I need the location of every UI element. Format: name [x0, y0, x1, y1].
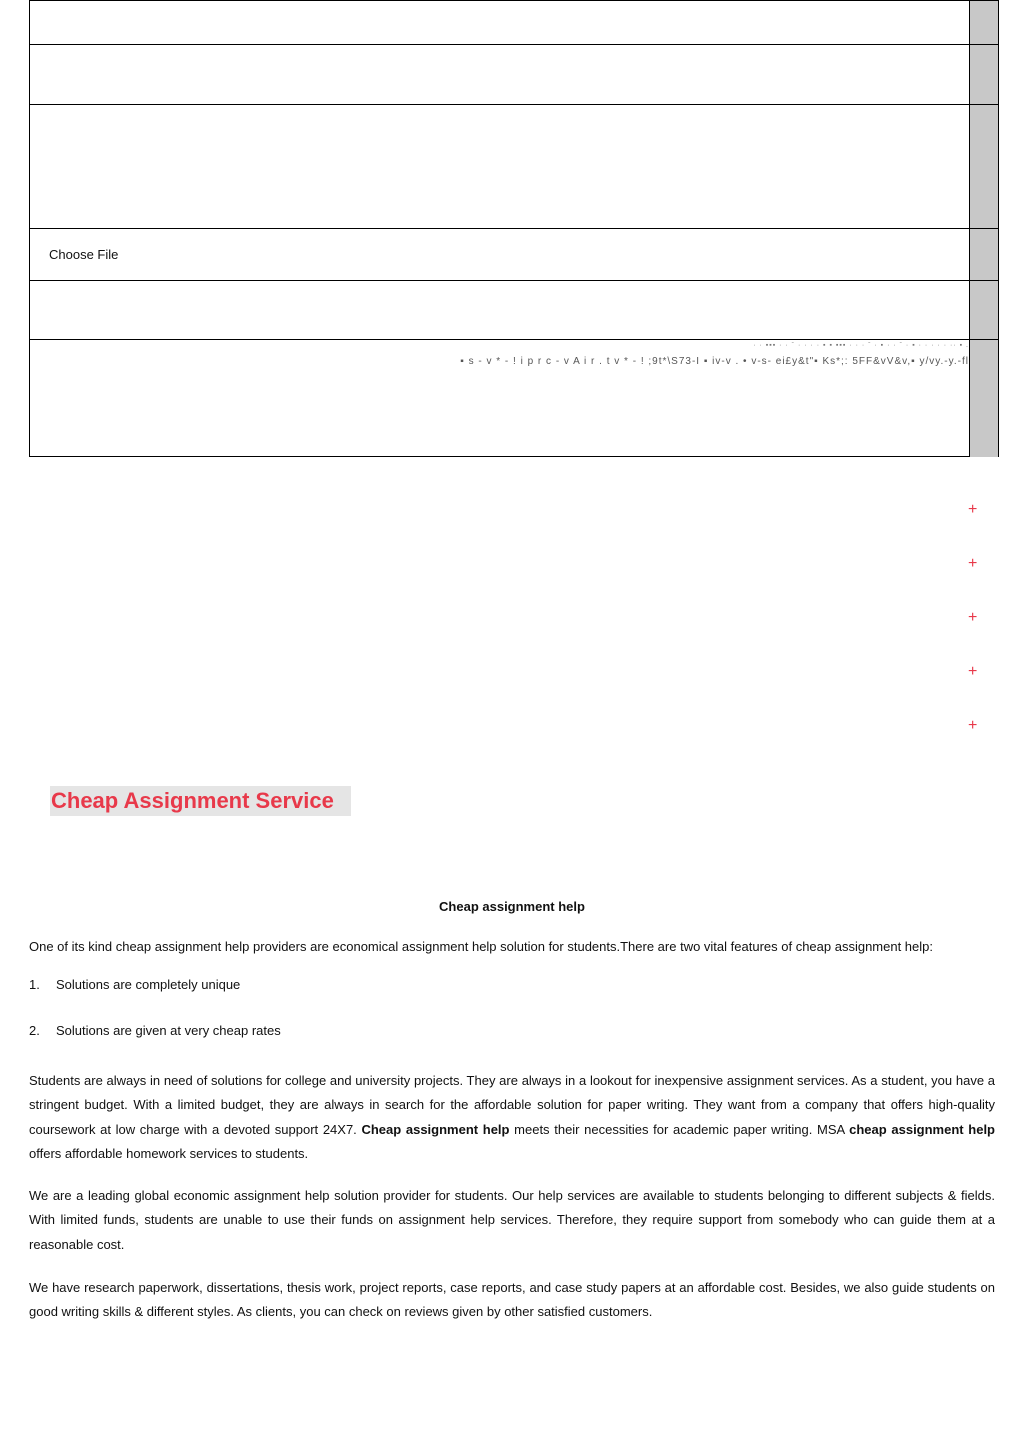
form-row-1-side-cell — [970, 1, 998, 45]
keyword-bold: cheap assignment help — [849, 1121, 996, 1137]
form-field-row-2[interactable] — [30, 45, 970, 105]
intro-paragraph: One of its kind cheap assignment help providers are economical assignment help solution for students.There are two vital features of cheap assignment help: — [29, 939, 934, 954]
form-row-5-side-cell — [970, 281, 998, 340]
page-title: Cheap Assignment Service — [51, 788, 334, 813]
list-number: 1. — [29, 977, 40, 992]
list-text: Solutions are given at very cheap rates — [56, 1023, 281, 1038]
form-textarea-row[interactable] — [30, 105, 970, 229]
form-captcha-row — [30, 340, 970, 457]
title-banner — [50, 786, 351, 816]
order-form — [29, 0, 999, 457]
section-subheading: Cheap assignment help — [439, 899, 585, 914]
expand-plus-button-1[interactable]: + — [968, 501, 978, 518]
form-row-3-side-cell — [970, 105, 998, 229]
form-row-4-side-cell — [970, 229, 998, 281]
list-text: Solutions are completely unique — [56, 977, 241, 992]
file-upload-row — [30, 229, 970, 281]
paragraph-text: offers affordable homework services to students. — [29, 1145, 309, 1161]
form-field-row-1[interactable] — [30, 1, 970, 45]
paragraph-text: Students are always in need of solutions for college and university projects. They are always in a lookout for inexpensive assignment services. As a student, you have a stringent budget. With a limited budget, they are always in search for the affordable solution for paper writing. They want from a company that offers high-quality coursework at low charge with a devoted support 24X7. — [29, 1073, 995, 1137]
paragraph-students — [29, 1069, 995, 1166]
feature-list-item-2 — [29, 1023, 281, 1038]
form-field-row-5[interactable] — [30, 281, 970, 340]
keyword-bold: Cheap assignment help — [361, 1121, 510, 1137]
form-row-6-side-cell — [970, 340, 998, 457]
list-number: 2. — [29, 1023, 40, 1038]
expand-plus-button-5[interactable]: + — [968, 717, 978, 734]
paragraph-text: meets their necessities for academic paper writing. MSA — [509, 1121, 850, 1137]
garbled-text-line-1: · · ▪▪▪ · · ˉ · · · · ▪ ▪ ▪▪▪ · · · ˉ · ▪ · · ˉ · ▪ · · · · · ·· ▪ . — [753, 342, 969, 349]
expand-plus-button-4[interactable]: + — [968, 663, 978, 680]
choose-file-button[interactable]: Choose File — [49, 247, 119, 262]
paragraph-services: We have research paperwork, dissertations, thesis work, project reports, case reports, and case study papers at an affordable cost. Besides, we also guide students on good writing skills & different styles. As clients, you can check on reviews given by other satisfied customers. — [29, 1280, 995, 1320]
paragraph-provider: We are a leading global economic assignment help solution provider for students. Our help services are available to students belonging to different subjects & fields. With limited funds, students are unable to use their funds on assignment help services. Therefore, they require support from somebody who can guide them at a reasonable cost. — [29, 1188, 995, 1252]
feature-list-item-1 — [29, 977, 240, 992]
garbled-text-line-2: ▪ s - v * - ! i p r c - v A i r . t v * - ! ;9t*\S73-I ▪ iv-v . • v-s- ei£y&t"▪ Ks*;: 5FF&vV&v,▪ y/vy.-y.-fl — [460, 356, 969, 367]
expand-plus-button-2[interactable]: + — [968, 555, 978, 572]
form-row-2-side-cell — [970, 45, 998, 105]
expand-plus-button-3[interactable]: + — [968, 609, 978, 626]
